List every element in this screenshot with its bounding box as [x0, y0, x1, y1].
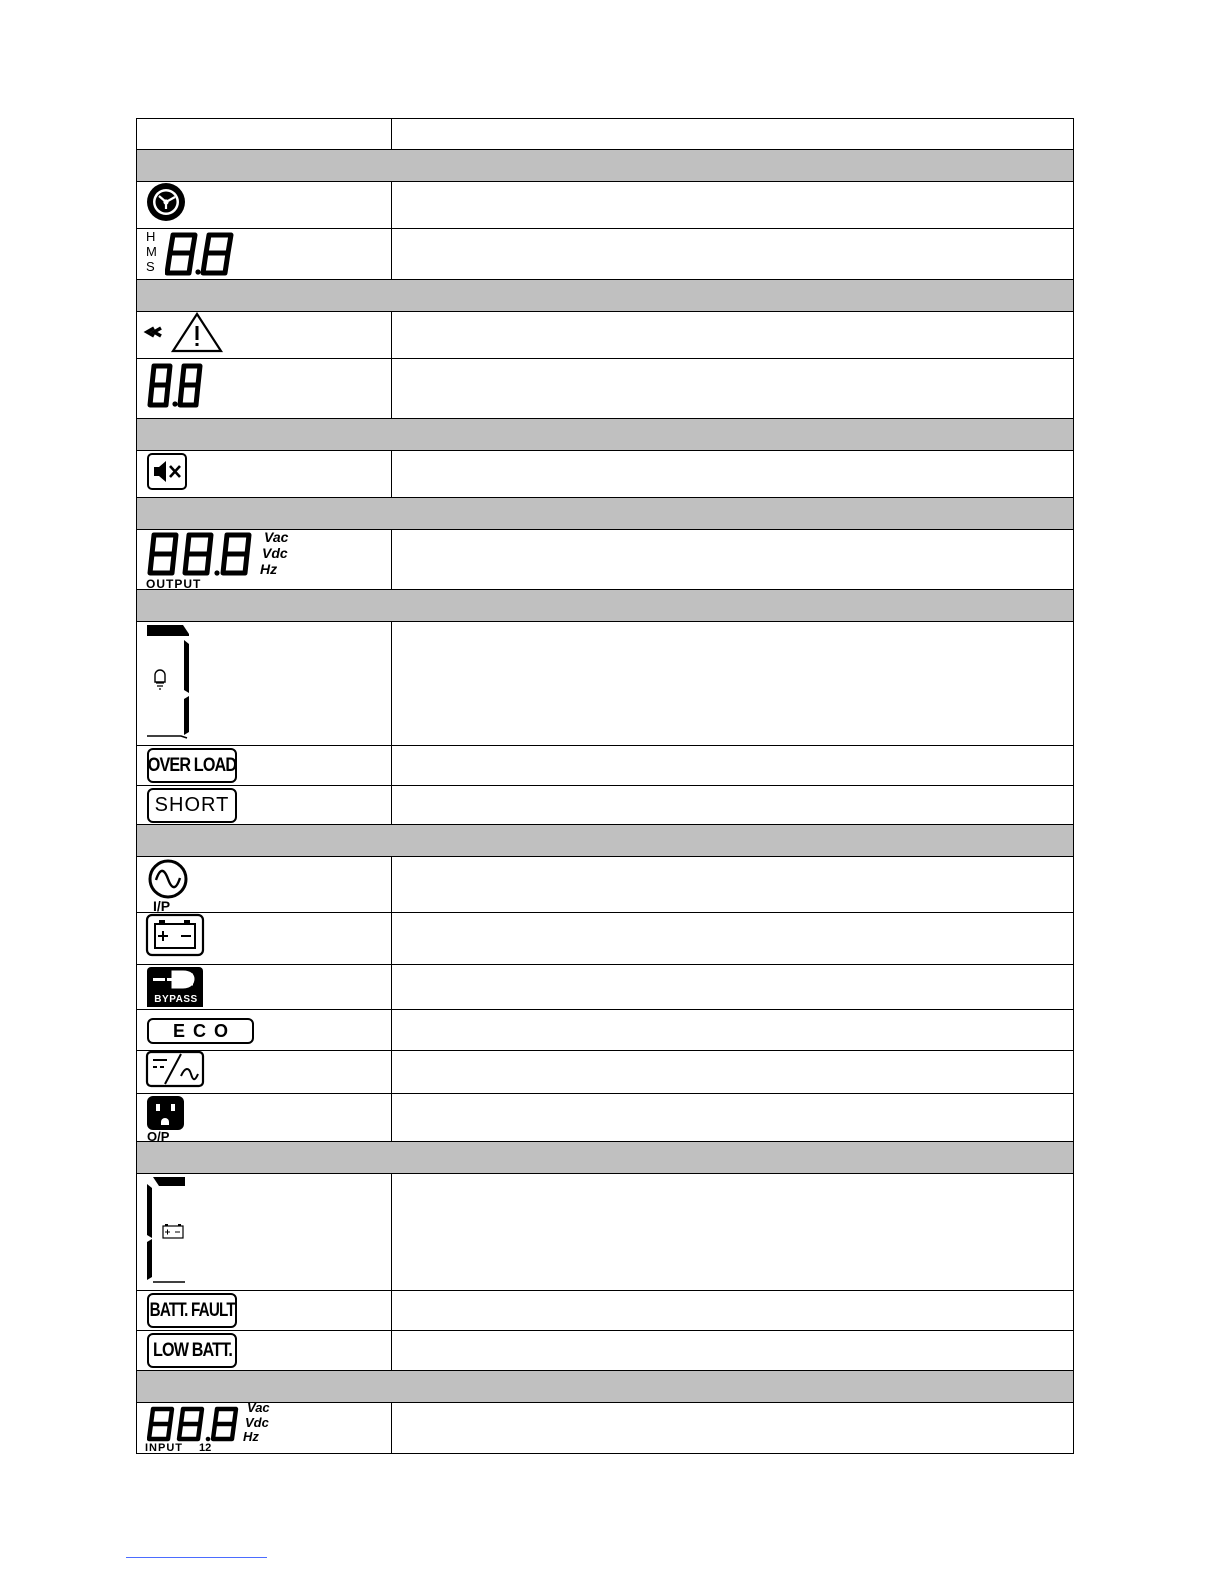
over-load-icon	[137, 746, 247, 785]
icon-cell	[137, 1051, 392, 1094]
warning-icon	[137, 312, 227, 353]
seven-segment-digits	[165, 232, 239, 276]
description-cell	[392, 530, 1074, 590]
battery-level-icon	[137, 1174, 207, 1285]
table-row	[137, 857, 1074, 913]
icon-cell	[137, 965, 392, 1010]
header-cell-icon	[137, 119, 392, 150]
icon-cell	[137, 1174, 392, 1291]
icon-cell	[137, 913, 392, 965]
table-row	[137, 312, 1074, 359]
description-cell	[392, 913, 1074, 965]
icon-cell	[137, 746, 392, 786]
section-cell	[137, 419, 1074, 451]
icon-cell	[137, 312, 392, 359]
output-socket-icon	[137, 1094, 217, 1144]
table-row	[137, 1403, 1074, 1454]
description-cell	[392, 312, 1074, 359]
table-header-row	[137, 119, 1074, 150]
table-row	[137, 1174, 1074, 1291]
description-cell	[392, 1403, 1074, 1454]
description-cell	[392, 1051, 1074, 1094]
batt-fault-icon	[137, 1291, 247, 1330]
hms-m-label: M	[146, 244, 157, 259]
hms-s-label: S	[146, 259, 155, 274]
unit-hz-label: Hz	[260, 561, 278, 577]
description-cell	[392, 786, 1074, 825]
seven-segment-digits	[147, 1406, 247, 1442]
table-row	[137, 1331, 1074, 1371]
socket-icon	[137, 1094, 217, 1134]
table-row	[137, 786, 1074, 825]
input-label: INPUT	[145, 1442, 183, 1454]
low-batt-badge	[147, 1333, 237, 1368]
table-row	[137, 913, 1074, 965]
section-cell	[137, 498, 1074, 530]
section-row	[137, 280, 1074, 312]
footer-link-underline	[126, 1557, 267, 1558]
description-cell	[392, 359, 1074, 419]
table-row	[137, 1010, 1074, 1051]
table-row	[137, 965, 1074, 1010]
description-cell	[392, 622, 1074, 746]
load-bulb-icon	[155, 670, 165, 689]
inverter-icon	[137, 1051, 217, 1088]
input-readout-icon	[137, 1400, 337, 1454]
description-cell	[392, 1291, 1074, 1331]
load-level-icon	[137, 622, 207, 740]
input-unit-vac-label: Vac	[247, 1400, 270, 1415]
icon-cell	[137, 786, 392, 825]
batt-fault-badge	[147, 1293, 237, 1328]
hms-h-label: H	[146, 229, 156, 244]
battery-mode-icon	[137, 913, 217, 959]
icon-cell	[137, 229, 392, 280]
over-load-badge	[147, 748, 237, 783]
table-row	[137, 182, 1074, 229]
table-row	[137, 530, 1074, 590]
input-suffix-label: 12	[199, 1442, 212, 1454]
lcd-icon-table	[136, 118, 1074, 1454]
section-row	[137, 825, 1074, 857]
description-cell	[392, 1174, 1074, 1291]
icon-cell	[137, 1400, 392, 1454]
description-cell	[392, 229, 1074, 280]
table-row	[137, 746, 1074, 786]
output-op-label: O/P	[147, 1129, 170, 1144]
table-row	[137, 1051, 1074, 1094]
icon-cell	[137, 530, 392, 590]
description-cell	[392, 1331, 1074, 1371]
section-cell	[137, 1371, 1074, 1403]
table-row	[137, 622, 1074, 746]
section-row	[137, 419, 1074, 451]
icon-cell	[137, 1094, 392, 1142]
icon-cell	[137, 1010, 392, 1051]
short-badge	[147, 788, 237, 823]
icon-cell	[137, 359, 392, 419]
unit-vdc-label: Vdc	[262, 545, 288, 561]
icon-cell	[137, 451, 392, 498]
input-unit-hz-label: Hz	[243, 1429, 259, 1444]
table-row	[137, 359, 1074, 419]
icon-cell	[137, 182, 392, 229]
section-row	[137, 150, 1074, 182]
short-label: SHORT	[154, 794, 230, 816]
table-row	[137, 1094, 1074, 1142]
description-cell	[392, 1010, 1074, 1051]
battery-small-icon	[163, 1224, 183, 1238]
icon-cell	[137, 1291, 392, 1331]
bypass-icon	[137, 965, 217, 1009]
table-row	[137, 451, 1074, 498]
section-cell	[137, 825, 1074, 857]
output-label: OUTPUT	[146, 577, 202, 591]
section-cell	[137, 150, 1074, 182]
over-load-label: OVER LOAD	[147, 754, 237, 776]
description-cell	[392, 746, 1074, 786]
description-cell	[392, 182, 1074, 229]
output-readout-icon	[137, 530, 337, 589]
bypass-label: BYPASS	[154, 994, 198, 1005]
table-row	[137, 1291, 1074, 1331]
icon-cell	[137, 857, 392, 913]
section-cell	[137, 280, 1074, 312]
low-batt-icon	[137, 1331, 247, 1370]
eco-badge	[147, 1018, 254, 1044]
eco-icon	[137, 1010, 267, 1050]
section-row	[137, 1371, 1074, 1403]
table-row	[137, 229, 1074, 280]
clock-icon	[137, 182, 197, 223]
section-row	[137, 498, 1074, 530]
sine-wave-icon	[146, 859, 192, 899]
section-cell	[137, 590, 1074, 622]
input-ac-icon	[137, 857, 217, 912]
description-cell	[392, 451, 1074, 498]
unit-vac-label: Vac	[264, 529, 289, 545]
short-icon	[137, 786, 247, 824]
description-cell	[392, 1094, 1074, 1142]
batt-fault-label: BATT. FAULT	[149, 1299, 235, 1321]
section-row	[137, 590, 1074, 622]
input-ip-label: I/P	[153, 898, 171, 914]
hms-digits-icon	[137, 229, 257, 279]
seven-segment-digits	[147, 532, 259, 577]
section-cell	[137, 1142, 1074, 1174]
icon-cell	[137, 1331, 392, 1371]
header-cell-description	[392, 119, 1074, 150]
mute-icon	[137, 451, 197, 492]
low-batt-label: LOW BATT.	[152, 1339, 232, 1361]
input-unit-vdc-label: Vdc	[245, 1415, 269, 1430]
description-cell	[392, 857, 1074, 913]
eco-label: ECO	[172, 1020, 236, 1041]
description-cell	[392, 965, 1074, 1010]
section-row	[137, 1142, 1074, 1174]
fault-code-digits-icon	[137, 359, 217, 413]
icon-cell	[137, 622, 392, 746]
